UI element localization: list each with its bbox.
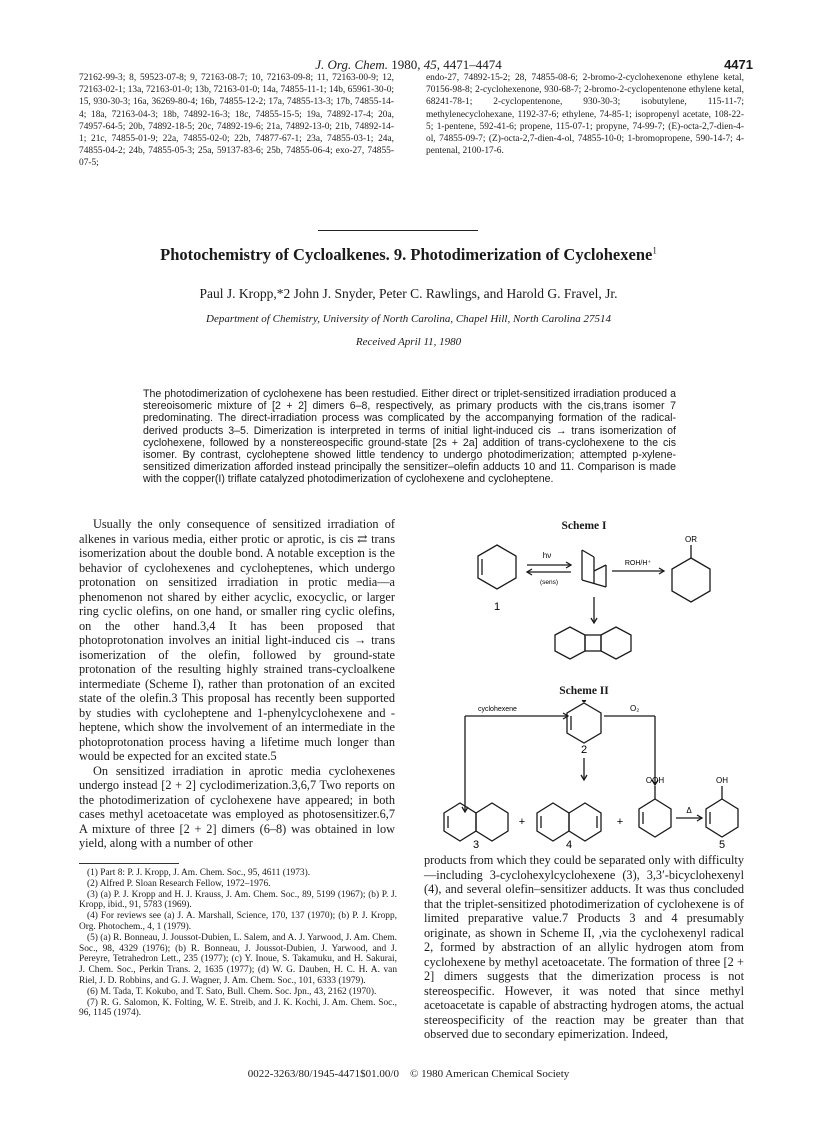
oxygen-reagent-label: O₂ (630, 704, 640, 713)
cyclohexyl-ether-structure (672, 558, 710, 602)
heat-label: Δ (686, 806, 692, 815)
cyclobutane-dimer-structure (555, 627, 631, 659)
ooh-label: OOH (645, 776, 665, 785)
sens-label: (sens) (539, 579, 559, 586)
footnotes (79, 868, 397, 1019)
footnote: (6) M. Tada, T. Kokubo, and T. Sato, Bull. Chem. Soc. Jpn., 43, 2162 (1970). (87, 986, 377, 997)
compound-5-label: 5 (718, 839, 726, 850)
footnote: (2) Alfred P. Sloan Research Fellow, 1972–1976. (87, 878, 271, 889)
affiliation: Department of Chemistry, University of North Carolina, Chapel Hill, North Carolina 27514 (206, 313, 611, 325)
body-right-column: products from which they could be separated only with difficulty—including 3-cyclohexylcyclohexene (3), 3,3′-bicyclohexenyl (4), and several olefin–sensitizer adducts. It was thus concluded that the triplet-sensitized photodimerization of cyclohexene is of limited preparative value.7 Products 3 and 4 presumably originate, as shown in Scheme II, ,via the cyclohexenyl radical 2, formed by abstraction of an allylic hydrogen atom from cyclohexene by methyl acetoacetate. The formation of three [2 + 2] dimers suggests that the dimerization process is not stereospecific. However, it was noted that since methyl acetoacetate is capable of abstracting hydrogen atoms, the actual stereospecificity of the reaction may be greater than that observed due to secondary epimerization. Indeed, (424, 853, 744, 1041)
compound-2-label: 2 (580, 744, 588, 756)
title-divider (318, 230, 478, 231)
footnote: (7) R. G. Salomon, K. Folting, W. E. Streib, and J. K. Kochi, J. Am. Chem. Soc., 96, 1145 (1974). (79, 997, 397, 1019)
oh-label: OH (716, 776, 728, 785)
footnote-divider (79, 863, 179, 864)
journal-year: 1980, (391, 57, 421, 72)
body-paragraph: Usually the only consequence of sensitized irradiation of alkenes in various media, either protic or aprotic, is cis ⇄ trans isomerization about the double bond. A notable exception is the behavior of cyclohexenes and cycloheptenes, which undergo protonation on sensitized irradiation in protic media—a phenomenon not shared by either acyclic, exocyclic, or larger ring cyclic olefins, on one hand, or smaller ring cyclic olefins, on the other hand.3,4 It has been proposed that photoprotonation involves an initial light-induced cis → trans isomerization of the olefin, followed by ground-state protonation of the resulting highly strained trans-cycloalkene intermediate (Scheme I), rather than protonation of an excited state of the olefin.3 This proposal has recently been supported by studies with cycloheptene and 1-phenylcyclohexene and -heptene, which show the involvement of an intermediate in the photoprotonation process having a lifetime much longer than would be expected for an excited state.5 (79, 517, 395, 763)
journal-volume: 45, (423, 57, 441, 72)
compound-3-structure (444, 803, 508, 841)
footnote: (5) (a) R. Bonneau, J. Joussot-Dubien, L. Salem, and A. J. Yarwood, J. Am. Chem. Soc., 98, 4329 (1976); (b) R. Bonneau, J. Joussot-Dubien, J. Yarwood, and J. Pereyre, Tetrahedron Lett., 235 (1977); (c) Y. Inoue, S. Takamuku, and H. Sakurai, J. Chem. Soc., Perkin Trans. 2, 1635 (1977); (d) W. G. Dauben, H. C. H. A. van Riel, J. D. Robbins, and G. J. Wagner, J. Am. Chem. Soc., 101, 6333 (1979). (79, 932, 397, 986)
scheme-1-title: Scheme I (561, 520, 607, 532)
registry-numbers-left: 72162-99-3; 8, 59523-07-8; 9, 72163-08-7; 10, 72163-09-8; 11, 72163-00-9; 12, 72163-02-1; 13a, 72163-01-0; 13b, 72163-01-0; 14a, 74855-11-1; 14b, 65961-30-0; 15, 930-30-3; 16a, 36269-80-4; 16b, 74855-12-2; 17a, 74855-13-3; 17b, 74855-14-4; 18a, 72163-04-3; 18b, 74892-16-3; 18c, 74855-15-5; 19a, 74892-17-4; 20a, 74957-64-5; 20b, 74892-18-5; 20c, 74892-19-6; 21a, 74892-13-0; 21b, 74892-14-1; 21c, 74855-01-9; 22a, 74855-02-0; 22b, 74877-67-1; 23a, 74855-03-1; 24a, 74855-04-2; 24b, 74855-05-3; 25a, 59137-83-6; 25b, 74855-06-4; exo-27, 74855-07-5; (79, 73, 394, 169)
footnote: (1) Part 8: P. J. Kropp, J. Am. Chem. Soc., 95, 4611 (1973). (87, 868, 311, 878)
page-footer (0, 1068, 817, 1080)
page-number: 4471 (724, 57, 753, 72)
compound-4-structure (537, 803, 601, 841)
cyclohexene-structure (478, 545, 516, 589)
body-paragraph: On sensitized irradiation in aprotic media cyclohexenes undergo instead [2 + 2] cyclodimerization.3,6,7 Two reports on the photodimerization of cyclohexene have appeared; in both cases methyl acetoacetate was employed as photosensitizer.6,7 A mixture of three [2 + 2] dimers (6–8) was obtained in low yield, along with a number of other (79, 763, 395, 850)
journal-pages: 4471–4474 (443, 57, 502, 72)
hydroperoxide-structure (639, 786, 671, 837)
footnote: (4) For reviews see (a) J. A. Marshall, Science, 170, 137 (1970); (b) P. J. Kropp, Org. Photochem., 4, 1 (1979). (79, 911, 397, 932)
abstract: The photodimerization of cyclohexene has been restudied. Either direct or triplet-sensitized irradiation produced a stereoisomeric mixture of [2 + 2] dimers 6–8, respectively, as primary products with the cis,trans isomer 7 predominating. The direct-irradiation process was complicated by the accompanying formation of the radical-derived products 3–5. Dimerization is interpreted in terms of initial light-induced cis → trans isomerization of cyclohexene, followed by a nonstereospecific ground-state [2s + 2a] addition of trans-cyclohexene to the cis isomer. By contrast, cycloheptene showed little tendency to undergo photodimerization; attempted p-xylene-sensitized dimerization afforded instead principally the sensitizer–olefin adducts 10 and 11. Comparison is made with the copper(I) triflate catalyzed photodimerization of cyclohexene and cycloheptene. (143, 388, 676, 486)
scheme-1-diagram (424, 535, 744, 685)
cyclohexenyl-radical-structure (567, 703, 601, 743)
copyright: © 1980 American Chemical Society (409, 1068, 570, 1080)
compound-3-label: 3 (472, 839, 480, 850)
body-left-column (79, 517, 395, 851)
received-date: Received April 11, 1980 (355, 336, 462, 348)
compound-1-label: 1 (493, 601, 501, 613)
acid-reagent-label: ROH/H⁺ (624, 560, 652, 567)
plus-sign: + (616, 816, 624, 828)
article-title (0, 245, 817, 265)
article-title-text: Photochemistry of Cycloalkenes. 9. Photodimerization of Cyclohexene (160, 245, 653, 264)
cyclohexene-reagent-label: cyclohexene (478, 706, 517, 713)
footnote: (3) (a) P. J. Kropp and H. J. Krauss, J. Am. Chem. Soc., 89, 5199 (1967); (b) P. J. Kropp, ibid., 91, 5783 (1969). (79, 889, 397, 911)
cyclohexenol-structure (706, 786, 738, 837)
compound-4-label: 4 (565, 839, 573, 850)
article-code: 0022-3263/80/1945-4471$01.00/0 (247, 1068, 399, 1080)
trans-cyclohexene-structure (582, 550, 606, 587)
scheme-2-title: Scheme II (559, 685, 609, 697)
scheme-2-diagram (424, 700, 744, 850)
journal-name: J. Org. Chem. (315, 57, 389, 72)
authors: Paul J. Kropp,*2 John J. Snyder, Peter C. Rawlings, and Harold G. Fravel, Jr. (199, 286, 618, 301)
hv-label: hν (542, 551, 552, 560)
title-footnote-mark: 1 (652, 245, 657, 256)
running-header (0, 57, 817, 73)
registry-numbers-right: endo-27, 74892-15-2; 28, 74855-08-6; 2-bromo-2-cyclohexenone ethylene ketal, 70156-98-8; 2-cyclohexenone, 930-68-7; 2-bromo-2-cyclopentenone ethylene ketal, 68241-78-1; 2-cyclopentenone, 930-30-3; isobutylene, 115-11-7; methylenecyclohexane, 1192-37-6; ethylene, 74-85-1; isopropenyl acetate, 108-22-5; 1-pentene, 592-41-6; propene, 115-07-1; propyne, 74-99-7; (E)-octa-2,7-dien-4-ol, 74855-09-7; (Z)-octa-2,7-dien-4-ol, 74855-10-0; 1-bromopropene, 590-14-7; 4-pentenal, 2100-17-6. (426, 73, 744, 157)
or-label: OR (685, 535, 697, 544)
plus-sign: + (518, 816, 526, 828)
